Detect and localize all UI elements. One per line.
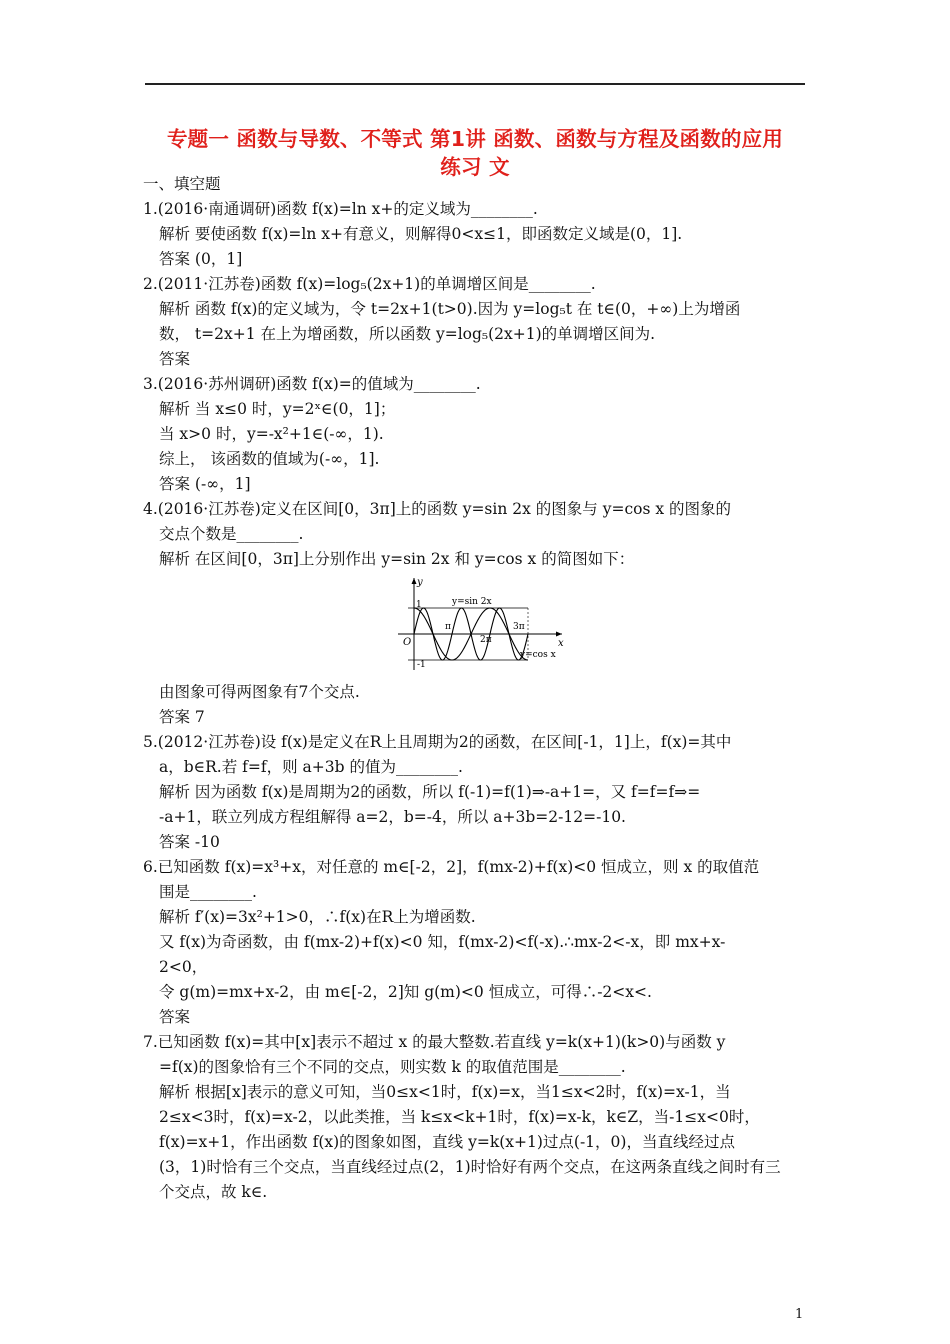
analysis-3-line-2: 当 x>0 时，y=-x²+1∈(-∞，1). [159,425,384,443]
analysis-4-conclusion: 由图象可得两图象有7个交点. [159,683,360,701]
analysis-7-line-4: (3，1)时恰有三个交点，当直线经过点(2，1)时恰好有两个交点，在这两条直线之间时有三 [159,1158,781,1176]
question-1: 1.(2016·南通调研)函数 f(x)=ln x+的定义域为________. [143,200,538,218]
analysis-7-line-1: 解析 根据[x]表示的意义可知，当0≤x<1时，f(x)=x，当1≤x<2时，f(x)=x-1，当 [159,1083,731,1101]
question-3: 3.(2016·苏州调研)函数 f(x)=的值域为________. [143,375,481,393]
analysis-2-line-1: 解析 函数 f(x)的定义域为，令 t=2x+1(t>0).因为 y=log₅t 在 t∈(0，+∞)上为增函 [159,300,741,318]
sin-cos-graph [392,576,570,672]
analysis-3-line-1: 解析 当 x≤0 时，y=2ˣ∈(0，1]； [159,400,396,418]
x-axis-label: x [558,638,564,649]
answer-1: 答案 (0，1] [159,250,243,268]
analysis-7-line-3: f(x)=x+1，作出函数 f(x)的图象如图，直线 y=k(x+1)过点(-1，0)，当直线经过点 [159,1133,735,1151]
analysis-5-line-2: -a+1，联立列成方程组解得 a=2，b=-4，所以 a+3b=2-12=-10. [159,808,626,826]
question-7-line-1: 7.已知函数 f(x)=其中[x]表示不超过 x 的最大整数.若直线 y=k(x+1)(k>0)与函数 y [143,1033,726,1051]
analysis-3-line-3: 综上， 该函数的值域为(-∞，1]. [159,450,380,468]
answer-2: 答案 [159,350,191,368]
analysis-6-line-4: 令 g(m)=mx+x-2，由 m∈[-2，2]知 g(m)<0 恒成立，可得∴-2<x<. [159,983,652,1001]
question-6-line-1: 6.已知函数 f(x)=x³+x，对任意的 m∈[-2，2]，f(mx-2)+f(x)<0 恒成立，则 x 的取值范 [143,858,760,876]
analysis-1: 解析 要使函数 f(x)=ln x+有意义，则解得0<x≤1，即函数定义域是(0，1]. [159,225,683,243]
origin-label: O [403,637,412,648]
question-6-line-2: 围是________. [159,883,257,901]
page-number: 1 [795,1307,804,1322]
analysis-7-line-2: 2≤x<3时，f(x)=x-2，以此类推，当 k≤x<k+1时，f(x)=x-k，k∈Z，当-1≤x<0时， [159,1108,760,1126]
answer-3: 答案 (-∞，1] [159,475,251,493]
analysis-6-line-3: 2<0， [159,958,208,976]
cos-curve-label: y=cos x [520,650,556,660]
question-7-line-2: =f(x)的图象恰有三个不同的交点，则实数 k 的取值范围是________. [159,1058,626,1076]
header-rule [145,83,805,85]
y-axis-label: y [417,577,423,588]
analysis-7-line-5: 个交点，故 k∈. [159,1183,268,1201]
question-4-line-1: 4.(2016·江苏卷)定义在区间[0，3π]上的函数 y=sin 2x 的图象与 y=cos x 的图象的 [143,500,732,518]
tick-three-pi: 3π [513,622,525,632]
answer-5: 答案 -10 [159,833,220,851]
tick-pi: π [445,622,451,632]
answer-6: 答案 [159,1008,191,1026]
tick-one: 1 [416,600,422,610]
analysis-2-line-2: 数， t=2x+1 在上为增函数，所以函数 y=log₅(2x+1)的单调增区间为. [159,325,656,343]
title-line-1: 专题一 函数与导数、不等式 第1讲 函数、函数与方程及函数的应用 [166,127,784,151]
question-5-line-1: 5.(2012·江苏卷)设 f(x)是定义在R上且周期为2的函数，在区间[-1，1]上，f(x)=其中 [143,733,732,751]
tick-minus-one: -1 [417,660,426,670]
question-5-line-2: a，b∈R.若 f=f，则 a+3b 的值为________. [159,758,463,776]
analysis-5-line-1: 解析 因为函数 f(x)是周期为2的函数，所以 f(-1)=f(1)⇒-a+1=，又 f=f=f⇒= [159,783,701,801]
question-4-line-2: 交点个数是________. [159,525,304,543]
title-line-2: 练习 文 [440,155,510,179]
analysis-6-line-2: 又 f(x)为奇函数，由 f(mx-2)+f(x)<0 知，f(mx-2)<f(-x).∴mx-2<-x，即 mx+x- [159,933,726,951]
analysis-4: 解析 在区间[0，3π]上分别作出 y=sin 2x 和 y=cos x 的简图如下： [159,550,635,568]
question-2: 2.(2011·江苏卷)函数 f(x)=log₅(2x+1)的单调增区间是________. [143,275,596,293]
sin-curve-label: y=sin 2x [452,597,492,607]
answer-4: 答案 7 [159,708,205,726]
tick-two-pi: 2π [480,635,492,645]
analysis-6-line-1: 解析 f′(x)=3x²+1>0，∴f(x)在R上为增函数. [159,908,476,926]
section-heading: 一、填空题 [143,175,221,193]
